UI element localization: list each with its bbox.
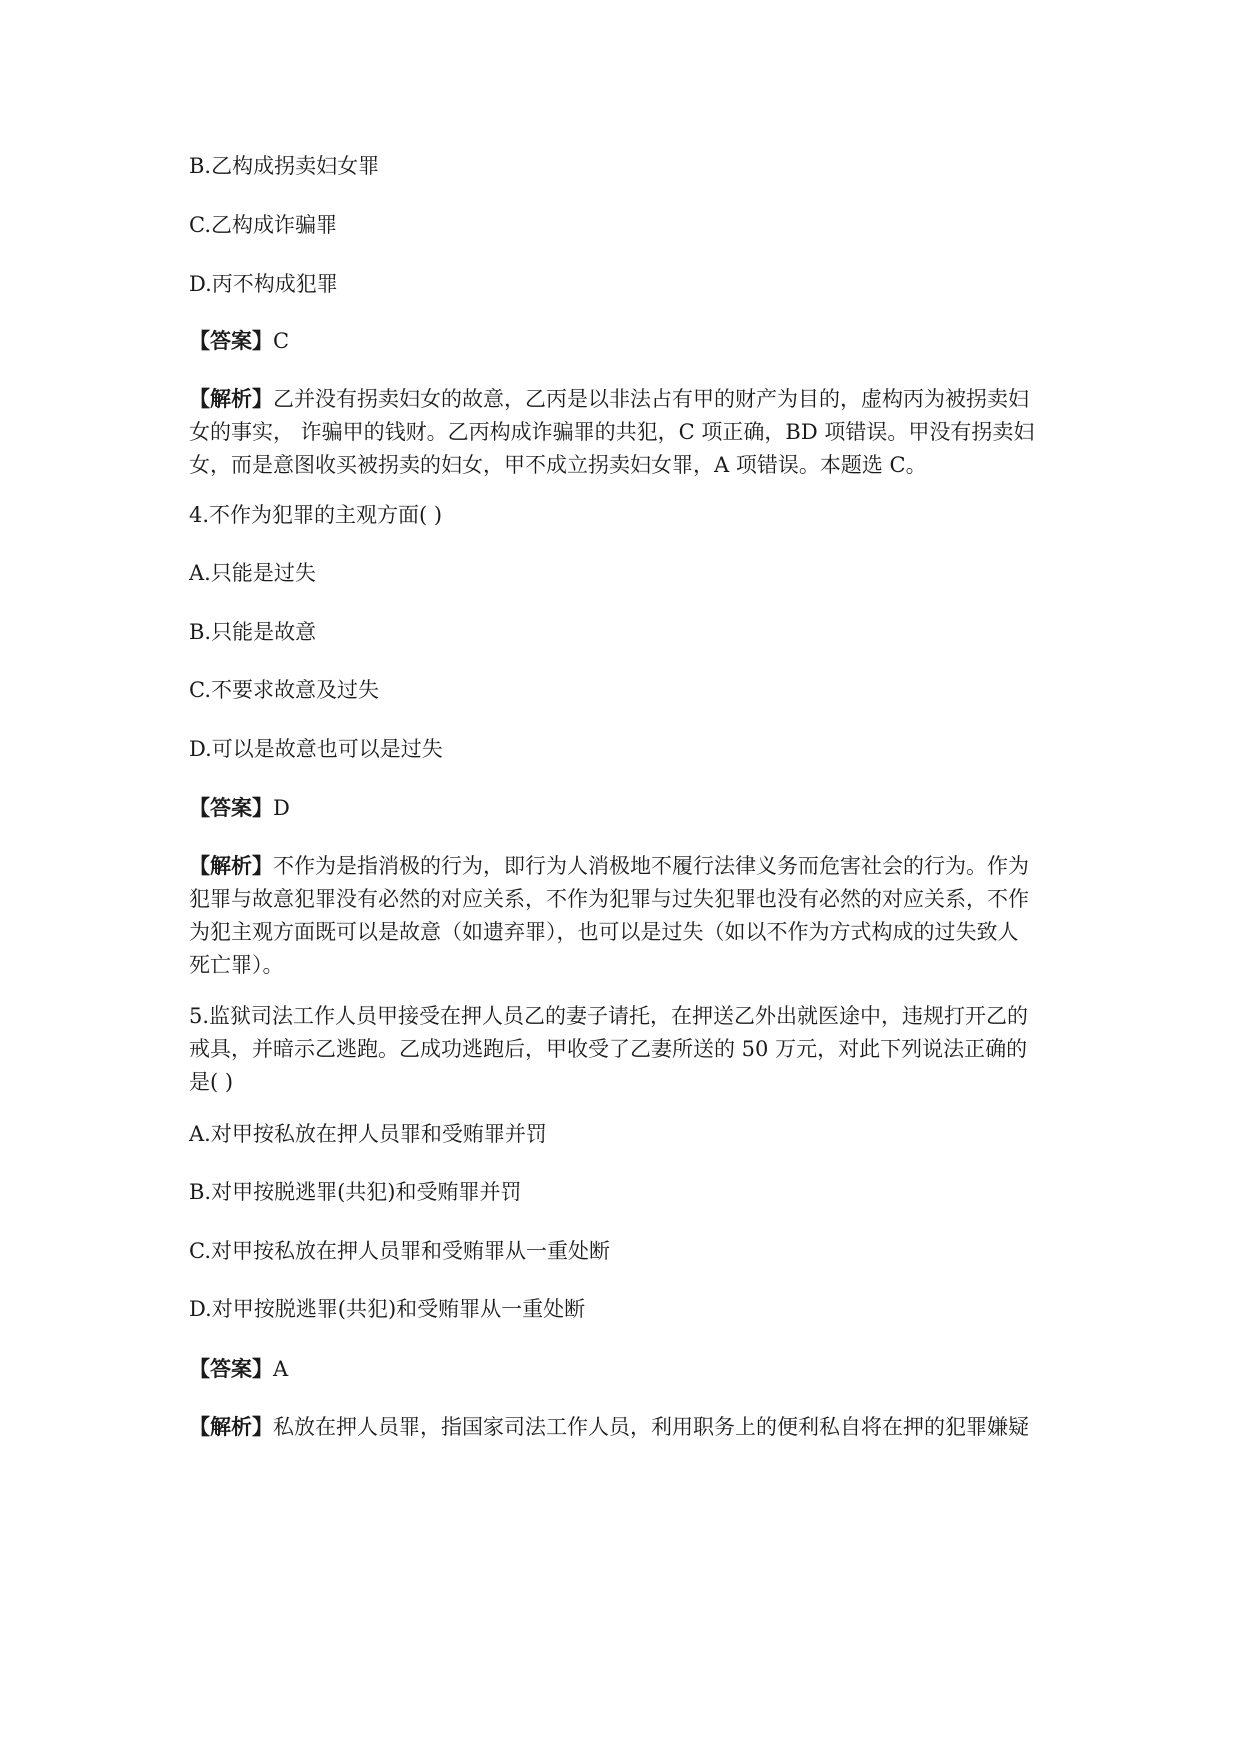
q4-analysis-line: 不作为是指消极的行为，即行为人消极地不履行法律义务而危害社会的行为。作为 bbox=[273, 854, 1029, 878]
q5-question-line: 是( ) bbox=[189, 1070, 234, 1094]
q3-analysis-line: 女，而是意图收买被拐卖的妇女，甲不成立拐卖妇女罪，A 项错误。本题选 C。 bbox=[189, 453, 927, 477]
q3-answer-value: C bbox=[273, 329, 290, 353]
q4-analysis-line: 死亡罪）。 bbox=[189, 953, 284, 977]
q4-analysis-label: 【解析】 bbox=[189, 853, 273, 878]
q5-answer bbox=[189, 1352, 288, 1386]
q5-option-b: B.对甲按脱逃罪(共犯)和受贿罪并罚 bbox=[189, 1180, 522, 1204]
q3-analysis-line: 女的事实， 诈骗甲的钱财。乙丙构成诈骗罪的共犯，C 项正确，BD 项错误。甲没有拐卖妇 bbox=[189, 420, 1035, 444]
q3-option-c: C.乙构成诈骗罪 bbox=[189, 213, 337, 237]
q3-answer-label: 【答案】 bbox=[189, 328, 273, 353]
q4-option-b: B.只能是故意 bbox=[189, 620, 317, 644]
q4-answer-label: 【答案】 bbox=[189, 795, 273, 820]
q5-analysis-label: 【解析】 bbox=[189, 1414, 273, 1439]
q4-analysis bbox=[189, 849, 1069, 982]
q5-analysis-line: 私放在押人员罪，指国家司法工作人员，利用职务上的便利私自将在押的犯罪嫌疑 bbox=[273, 1415, 1029, 1439]
q4-answer-value: D bbox=[273, 796, 290, 820]
q3-analysis-label: 【解析】 bbox=[189, 386, 273, 411]
q5-answer-value: A bbox=[273, 1357, 289, 1381]
q4-analysis-line: 为犯主观方面既可以是故意（如遗弃罪），也可以是过失（如以不作为方式构成的过失致人 bbox=[189, 920, 1019, 944]
q4-answer bbox=[189, 791, 290, 825]
q4-analysis-line: 犯罪与故意犯罪没有必然的对应关系，不作为犯罪与过失犯罪也没有必然的对应关系，不作 bbox=[189, 887, 1029, 911]
q4-option-d: D.可以是故意也可以是过失 bbox=[189, 737, 443, 761]
document-page bbox=[189, 0, 1069, 1754]
q4-option-c: C.不要求故意及过失 bbox=[189, 678, 379, 702]
q5-question-line: 5.监狱司法工作人员甲接受在押人员乙的妻子请托，在押送乙外出就医途中，违规打开乙的 bbox=[189, 1004, 1029, 1028]
q4-option-a: A.只能是过失 bbox=[189, 561, 316, 585]
q3-analysis bbox=[189, 382, 1069, 482]
q4-question: 4.不作为犯罪的主观方面( ) bbox=[189, 503, 443, 527]
q5-option-a: A.对甲按私放在押人员罪和受贿罪并罚 bbox=[189, 1122, 547, 1146]
q3-option-d: D.丙不构成犯罪 bbox=[189, 272, 338, 296]
q3-analysis-line: 乙并没有拐卖妇女的故意，乙丙是以非法占有甲的财产为目的，虚构丙为被拐卖妇 bbox=[273, 387, 1029, 411]
q5-option-d: D.对甲按脱逃罪(共犯)和受贿罪从一重处断 bbox=[189, 1297, 586, 1321]
q5-analysis bbox=[189, 1410, 1069, 1444]
q5-option-c: C.对甲按私放在押人员罪和受贿罪从一重处断 bbox=[189, 1239, 610, 1263]
q5-answer-label: 【答案】 bbox=[189, 1356, 273, 1381]
q5-question bbox=[189, 1000, 1069, 1099]
q3-option-b: B.乙构成拐卖妇女罪 bbox=[189, 154, 380, 178]
q3-answer bbox=[189, 324, 289, 358]
q5-question-line: 戒具，并暗示乙逃跑。乙成功逃跑后，甲收受了乙妻所送的 50 万元，对此下列说法正确的 bbox=[189, 1037, 1028, 1061]
